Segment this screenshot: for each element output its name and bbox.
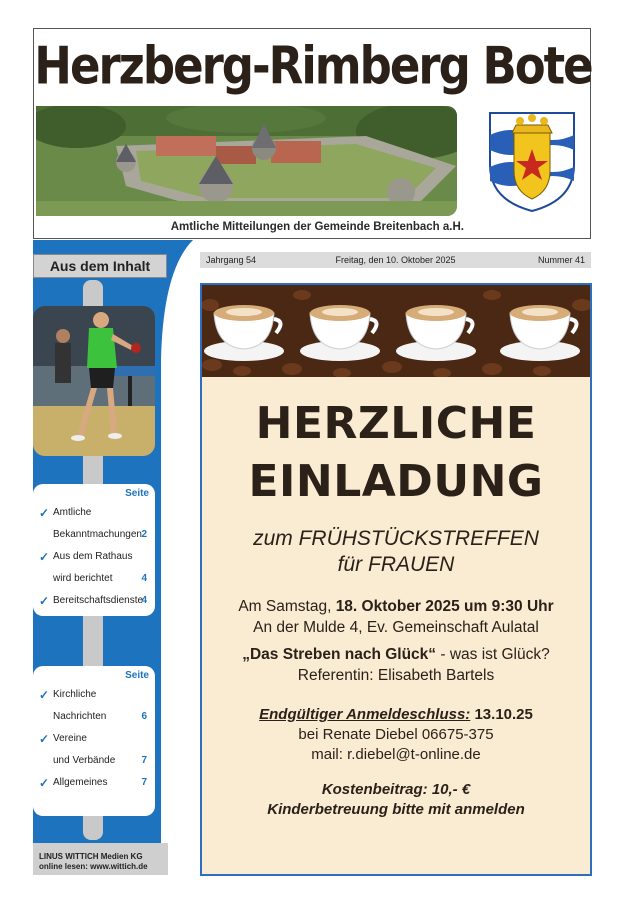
page-column-label: Seite [125,488,149,499]
toc-item-label-2: und Verbände [53,755,116,766]
event-theme-line: „Das Streben nach Glück“ - was ist Glück? [242,646,550,663]
publisher-name: LINUS WITTICH Medien KG [39,852,143,861]
toc-item-vereine[interactable] [39,728,149,772]
contents-heading: Aus dem Inhalt [33,254,167,278]
toc-item-amtliche[interactable] [39,502,149,546]
toc-item-allgemeines[interactable] [39,772,149,794]
toc-item-label: Kirchliche [53,689,97,700]
contents-box-2 [33,666,155,816]
event-theme [202,644,590,686]
masthead-subtitle: Amtliche Mitteilungen der Gemeinde Breitenbach a.H. [170,221,464,233]
registration-contact: bei Renate Diebel 06675-375 [298,726,494,743]
registration-info [202,705,590,765]
issue-volume: Jahrgang 54 [206,255,257,265]
table-tennis-photo [33,306,155,456]
fee-amount: Kostenbeitrag: 10,- € [321,781,471,798]
coat-of-arms [486,105,578,213]
checkmark-icon: ✓ [39,732,50,746]
toc-item-rathaus[interactable] [39,546,149,590]
fee-info [202,780,590,820]
event-speaker: Referentin: Elisabeth Bartels [297,667,495,684]
toc-item-label-2: Bekanntmachungen [53,529,142,540]
issue-number: Nummer 41 [537,255,585,265]
checkmark-icon: ✓ [39,506,50,520]
headline-line-1: HERZLICHE [255,398,537,449]
toc-item-label: Aus dem Rathaus [53,551,133,562]
masthead [33,28,591,239]
coffee-cups-image [202,285,590,377]
checkmark-icon: ✓ [39,594,50,608]
checkmark-icon: ✓ [39,550,50,564]
toc-item-kirchliche[interactable] [39,684,149,728]
toc-item-label: Bereitschaftsdienste [53,595,144,606]
newspaper-title: Herzberg-Rimberg Bote [34,35,592,96]
event-date-line: Am Samstag, 18. Oktober 2025 um 9:30 Uhr [238,598,554,615]
issue-date: Freitag, den 10. Oktober 2025 [335,255,456,265]
event-details [202,596,590,638]
toc-item-label-2: wird berichtet [53,573,113,584]
childcare-note: Kinderbetreuung bitte mit anmelden [267,801,525,818]
toc-page-number: 6 [141,711,147,722]
checkmark-icon: ✓ [39,776,50,790]
invitation-headline [202,395,590,511]
toc-item-label: Allgemeines [53,777,108,788]
event-title [202,526,590,578]
registration-email[interactable]: mail: r.diebel@t-online.de [311,746,481,763]
publisher-footer [33,843,168,875]
issue-info-bar [200,252,591,268]
toc-item-label-2: Nachrichten [53,711,107,722]
castle-photo [36,106,457,216]
contents-box-1 [33,484,155,616]
toc-page-number: 7 [141,755,147,766]
registration-deadline: Endgültiger Anmeldeschluss: 13.10.25 [259,706,533,723]
page-column-label: Seite [125,670,149,681]
event-title-line-2: für FRAUEN [337,553,455,576]
invitation-ad [200,283,592,876]
toc-page-number: 7 [141,777,147,788]
checkmark-icon: ✓ [39,688,50,702]
event-address: An der Mulde 4, Ev. Gemeinschaft Aulatal [253,619,539,636]
toc-item-label: Vereine [53,733,87,744]
toc-page-number: 4 [141,573,147,584]
toc-page-number: 2 [141,529,147,540]
toc-item-label: Amtliche [53,507,92,518]
sidebar [33,240,193,875]
toc-page-number: 4 [141,595,147,606]
publisher-url[interactable]: online lesen: www.wittich.de [39,862,148,871]
toc-item-bereitschaft[interactable] [39,590,149,612]
event-title-line-1: zum FRÜHSTÜCKSTREFFEN [253,527,539,550]
headline-line-2: EINLADUNG [248,456,544,507]
